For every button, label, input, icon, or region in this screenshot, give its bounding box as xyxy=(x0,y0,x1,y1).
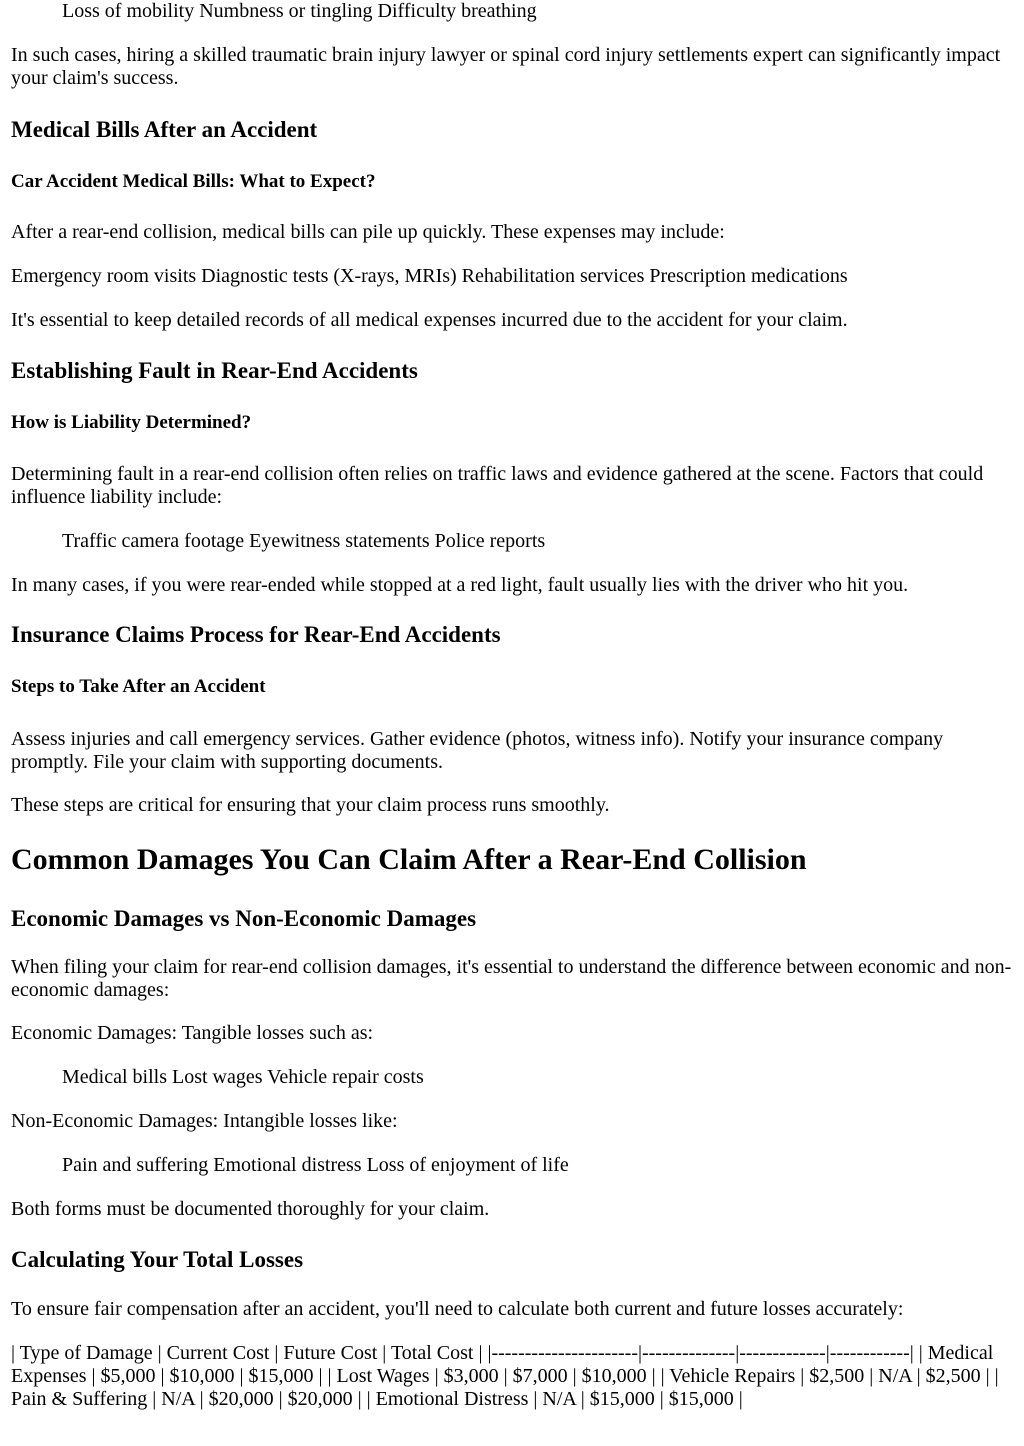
paragraph-steps: Assess injuries and call emergency services. Gather evidence (photos, witness info). Notify your insurance company promptly. File your claim with supporting documents. xyxy=(11,728,944,773)
paragraph-keep-records: It's essential to keep detailed records of all medical expenses incurred due to the accident for your claim. xyxy=(11,309,848,331)
paragraph-fair-compensation: To ensure fair compensation after an accident, you'll need to calculate both current and future losses accurately: xyxy=(11,1298,904,1320)
subheading-liability: How is Liability Determined? xyxy=(11,412,252,433)
paragraph-economic-damages: Economic Damages: Tangible losses such as: xyxy=(11,1022,374,1044)
heading-medical-bills: Medical Bills After an Accident xyxy=(11,117,318,142)
noneconomic-damages-list: Pain and suffering Emotional distress Loss of enjoyment of life xyxy=(62,1154,569,1176)
paragraph-determining-fault: Determining fault in a rear-end collision often relies on traffic laws and evidence gathered at the scene. Factors that could influence liability include: xyxy=(11,463,984,508)
subheading-steps: Steps to Take After an Accident xyxy=(11,676,266,697)
heading-establishing-fault: Establishing Fault in Rear-End Accidents xyxy=(11,358,418,383)
heading-common-damages: Common Damages You Can Claim After a Rear-End Collision xyxy=(11,843,807,876)
symptoms-list: Loss of mobility Numbness or tingling Difficulty breathing xyxy=(62,0,537,22)
subheading-car-accident-bills: Car Accident Medical Bills: What to Expect? xyxy=(11,171,376,192)
paragraph-red-light: In many cases, if you were rear-ended while stopped at a red light, fault usually lies with the driver who hit you. xyxy=(11,574,909,596)
heading-calculating-losses: Calculating Your Total Losses xyxy=(11,1247,304,1272)
paragraph-bills-intro: After a rear-end collision, medical bills can pile up quickly. These expenses may include: xyxy=(11,221,725,243)
heading-insurance-claims: Insurance Claims Process for Rear-End Accidents xyxy=(11,622,501,647)
paragraph-steps-critical: These steps are critical for ensuring that your claim process runs smoothly. xyxy=(11,794,610,816)
economic-damages-list: Medical bills Lost wages Vehicle repair costs xyxy=(62,1066,424,1088)
medical-expenses-list: Emergency room visits Diagnostic tests (X-rays, MRIs) Rehabilitation services Prescription medications xyxy=(11,265,848,287)
heading-economic-vs-noneconomic: Economic Damages vs Non-Economic Damages xyxy=(11,906,477,931)
paragraph-noneconomic-damages: Non-Economic Damages: Intangible losses like: xyxy=(11,1110,398,1132)
paragraph-filing-claim: When filing your claim for rear-end collision damages, it's essential to understand the difference between economic and non-economic damages: xyxy=(11,956,1012,1001)
fault-factors-list: Traffic camera footage Eyewitness statements Police reports xyxy=(62,530,546,552)
paragraph-hiring-lawyer: In such cases, hiring a skilled traumatic brain injury lawyer or spinal cord injury settlements expert can significantly impact your claim's success. xyxy=(11,44,1001,89)
paragraph-documented: Both forms must be documented thoroughly for your claim. xyxy=(11,1198,490,1220)
losses-table-markdown: | Type of Damage | Current Cost | Future Cost | Total Cost | |----------------------|--------------|-------------|------------| | Medical Expenses | $5,000 | $10,000 | $15,000 | | Lost Wages | $3,000 | $7,000 | $10,000 | | Vehicle Repairs | $2,500 | N/A | $2,500 | | Pain & Suffering | N/A | $20,000 | $20,000 | | Emotional Distress | N/A | $15,000 | $15,000 | xyxy=(11,1342,999,1410)
